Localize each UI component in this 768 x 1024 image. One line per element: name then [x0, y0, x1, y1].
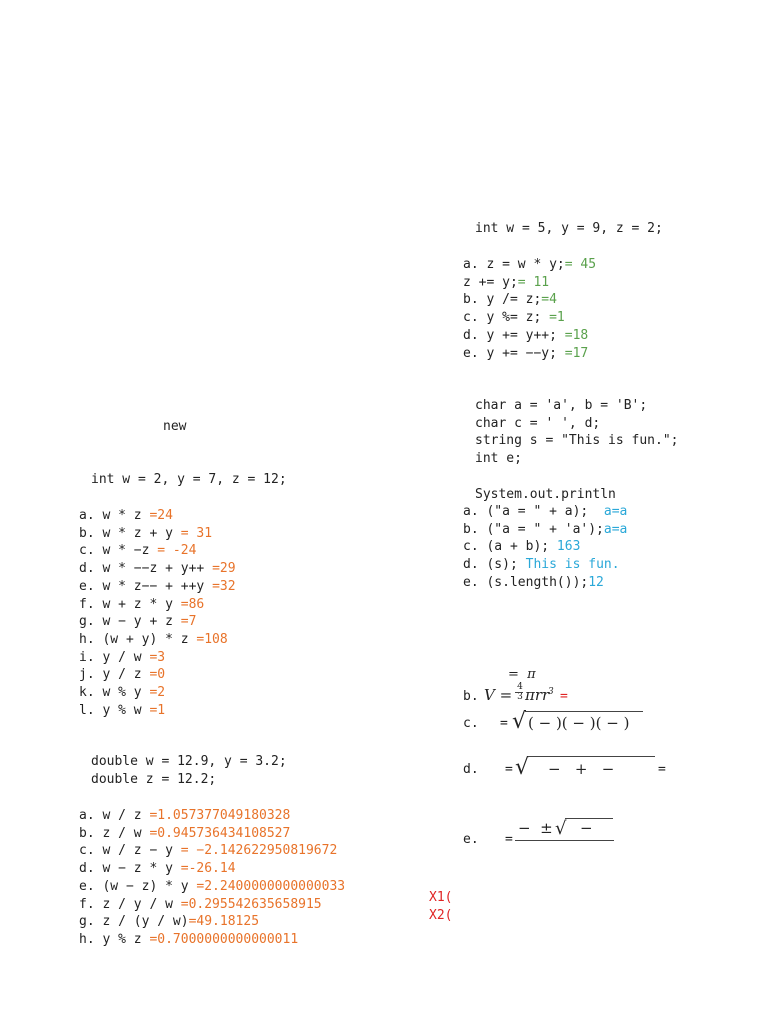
int-expression-row-expression: e. w * z−− + ++y: [79, 578, 213, 594]
println-row: [463, 503, 627, 521]
int-expression-row: [79, 666, 165, 684]
math-b-eq: =: [499, 686, 513, 704]
int-expression-row-expression: d. w * −−z + y++: [79, 561, 213, 577]
assignment-row: [463, 274, 549, 292]
double-expression-row: [79, 931, 298, 949]
char-declaration-line: string s = "This is fun.";: [475, 433, 679, 448]
int-expression-row: [79, 542, 196, 560]
char-declaration-line: char a = 'a', b = 'B';: [475, 398, 648, 413]
math-b-label: b.: [463, 689, 479, 704]
double-expression-row-expression: a. w / z: [79, 808, 150, 823]
math-c-radical-icon: √: [512, 709, 527, 734]
double-expression-row-expression: g. z / (y / w): [79, 914, 189, 930]
int-expression-row-result: =1: [149, 702, 166, 718]
int-expression-row: [79, 507, 173, 525]
int-expression-row-result: =7: [180, 614, 197, 630]
assignment-row: [463, 291, 557, 309]
math-c-eq: =: [500, 716, 508, 731]
math-c-vinculum: [525, 711, 643, 712]
math-d-body: − + −: [548, 760, 615, 778]
double-expression-row-result: =0.945736434108527: [149, 825, 291, 841]
int-expression-row-expression: j. y / z: [79, 667, 150, 683]
assignment-row-expression: a. z = w * y;: [463, 257, 565, 272]
println-row-expression: a. ("a = " + a);: [463, 504, 604, 519]
int-expression-row-expression: h. (w + y) * z: [79, 631, 197, 647]
double-expression-row-result: =0.295542635658915: [180, 896, 322, 912]
assignment-row: [463, 309, 565, 327]
println-row: [463, 556, 620, 574]
math-b-num: 4: [517, 682, 523, 692]
assignment-row-expression: z += y;: [463, 274, 518, 290]
int-expression-row: [79, 596, 204, 614]
int-expression-row: [79, 631, 228, 649]
println-row-expression: b. ("a = " + 'a');: [463, 521, 604, 537]
char-declaration-line: char c = ' ', d;: [475, 415, 601, 431]
int-expression-row-expression: b. w * z + y: [79, 525, 181, 541]
math-c-body: ( − )( − )( − ): [528, 714, 630, 732]
println-row-result: 12: [588, 574, 604, 590]
assignment-row-expression: b. y /= z;: [463, 292, 542, 308]
int-expression-row-result: =2: [149, 685, 166, 700]
int-expression-row-expression: a. w * z: [79, 508, 150, 523]
math-d-result: =: [658, 762, 666, 777]
double-expression-row-result: =-26.14: [180, 861, 236, 877]
double-declaration-1: double w = 12.9, y = 3.2;: [91, 754, 287, 769]
math-a-pi: π: [527, 667, 536, 682]
math-b-result: =: [560, 689, 568, 704]
double-expression-row-expression: f. z / y / w: [79, 896, 181, 912]
println-row-expression: c. (a + b);: [463, 539, 557, 555]
math-d-vinculum: [528, 756, 655, 757]
math-b-rest: πrr: [525, 686, 550, 704]
assignment-row-result: =17: [564, 345, 589, 361]
assignment-row-expression: d. y += y++;: [463, 327, 565, 343]
math-e-label: e.: [463, 832, 479, 847]
println-row-result: a=a: [603, 504, 628, 519]
assignment-row: [463, 327, 588, 345]
int-expression-row-expression: l. y % w: [79, 702, 150, 718]
int-expression-row-result: = 31: [180, 525, 213, 541]
math-e-rad-body: −: [580, 819, 593, 837]
double-expression-row-result: = −2.142622950819672: [180, 843, 338, 859]
math-b-var: V: [484, 686, 495, 704]
println-row-result: This is fun.: [525, 557, 620, 573]
int-expression-row-result: =108: [196, 631, 228, 647]
assignment-row-result: =4: [541, 292, 557, 308]
math-e-numerator: − ±: [518, 819, 553, 837]
int-expression-row: [79, 702, 165, 720]
int-expression-row-result: =32: [212, 578, 236, 594]
double-expression-row: [79, 842, 337, 860]
double-expression-row-expression: e. (w − z) * y: [79, 878, 197, 894]
double-expression-row: [79, 896, 322, 914]
right-int-declaration: int w = 5, y = 9, z = 2;: [475, 221, 663, 236]
double-expression-row-expression: c. w / z − y: [79, 843, 181, 859]
int-declaration: int w = 2, y = 7, z = 12;: [91, 472, 287, 487]
println-row: [463, 538, 580, 556]
double-expression-row: [79, 913, 259, 931]
math-b-formula: [484, 686, 512, 704]
println-label: System.out.println: [475, 487, 616, 502]
char-declaration-line: int e;: [475, 450, 522, 466]
int-expression-row-result: =0: [149, 667, 166, 683]
int-expression-row-result: =86: [180, 596, 205, 612]
int-expression-row: [79, 649, 165, 667]
assignment-row-result: = 45: [564, 257, 597, 272]
double-expression-row: [79, 807, 290, 825]
new-label: new: [163, 419, 187, 434]
int-expression-row-expression: c. w * −z: [79, 543, 158, 559]
math-b-exp: 3: [548, 687, 554, 697]
println-row-expression: e. (s.length());: [463, 574, 589, 590]
int-expression-row-expression: i. y / w: [79, 649, 150, 665]
assignment-row: [463, 256, 596, 274]
assignment-row-result: = 11: [517, 274, 550, 290]
int-expression-row: [79, 613, 196, 631]
assignment-row-expression: c. y %= z;: [463, 310, 550, 326]
math-e-eq: =: [505, 832, 513, 847]
double-expression-row-expression: h. y % z: [79, 931, 150, 947]
x1-label: X1(: [429, 890, 453, 905]
double-declaration-2: double z = 12.2;: [91, 772, 217, 787]
x2-label: X2(: [429, 908, 453, 923]
int-expression-row: [79, 525, 212, 543]
double-expression-row: [79, 860, 236, 878]
int-expression-row-expression: f. w + z * y: [79, 596, 181, 612]
math-e-radical-icon: √: [555, 818, 567, 839]
println-row-expression: d. (s);: [463, 557, 526, 573]
int-expression-row-result: =24: [149, 508, 173, 523]
int-expression-row: [79, 560, 236, 578]
int-expression-row-expression: k. w % y: [79, 685, 150, 700]
double-expression-row-result: =0.7000000000000011: [149, 931, 299, 947]
math-c-label: c.: [463, 716, 479, 731]
assignment-row: [463, 345, 588, 363]
int-expression-row-expression: g. w − y + z: [79, 614, 181, 630]
int-expression-row-result: =29: [212, 561, 236, 577]
math-a-eq: =: [508, 667, 519, 682]
double-expression-row: [79, 878, 345, 896]
double-expression-row-expression: d. w − z * y: [79, 861, 181, 877]
assignment-row-result: =1: [549, 310, 565, 326]
math-e-fraction-bar: [515, 840, 614, 841]
double-expression-row-expression: b. z / w: [79, 825, 150, 841]
double-expression-row-result: =2.2400000000000033: [196, 878, 346, 894]
println-row-result: a=a: [603, 521, 628, 537]
assignment-row-result: =18: [564, 327, 589, 343]
double-expression-row: [79, 825, 290, 843]
println-row: [463, 574, 604, 592]
math-d-label: d.: [463, 762, 479, 777]
int-expression-row: [79, 684, 165, 702]
int-expression-row: [79, 578, 236, 596]
println-row-result: 163: [556, 539, 581, 555]
int-expression-row-result: =3: [149, 649, 166, 665]
println-row: [463, 521, 627, 539]
double-expression-row-result: =49.18125: [188, 914, 260, 930]
math-b-den: 3: [517, 692, 523, 702]
double-expression-row-result: =1.057377049180328: [149, 808, 291, 823]
assignment-row-expression: e. y += −−y;: [463, 345, 565, 361]
math-d-eq: =: [505, 762, 513, 777]
math-d-radical-icon: √: [515, 755, 530, 780]
math-b-fraction-bar: [515, 692, 523, 693]
int-expression-row-result: = -24: [157, 543, 197, 559]
